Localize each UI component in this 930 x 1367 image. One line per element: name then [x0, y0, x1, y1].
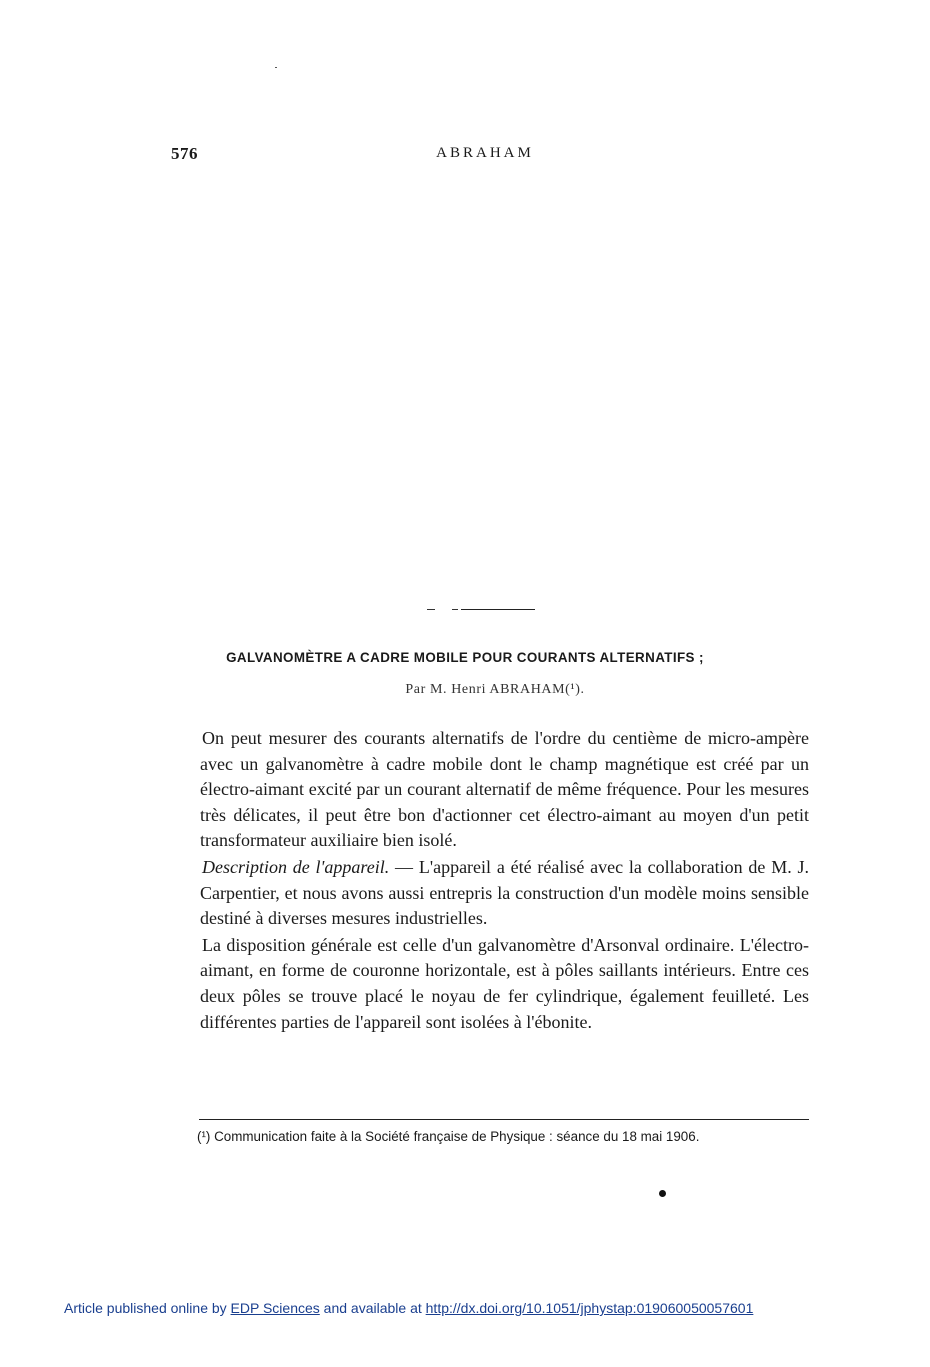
page-number: 576: [171, 144, 198, 163]
section-paragraph: L'appareil a été réalisé avec la collaboration de M. J. Carpentier, et nous avons aussi entrepris la construction d'un modèle moins sensible destiné à diverses mesures industrielles.: [200, 856, 810, 929]
footer-prefix: Article published online by: [64, 1300, 231, 1316]
article-title: GALVANOMÈTRE A CADRE MOBILE POUR COURANTS ALTERNATIFS ;: [226, 650, 704, 665]
rule-dash: [427, 609, 435, 610]
article-body: [200, 726, 809, 1036]
article-byline: Par M. Henri ABRAHAM(¹).: [405, 682, 585, 697]
section-dash: —: [389, 856, 419, 877]
scan-speck: [275, 67, 277, 68]
rule-line: [461, 609, 535, 610]
paragraph-intro: On peut mesurer des courants alternatifs de l'ordre du centième de micro-ampère avec un galvanomètre à cadre mobile dont le champ magnétique est créé par un électro-aimant excité par un courant alternatif de même fréquence. Pour les mesures très délicates, il peut être bon d'actionner cet électro-aimant au moyen d'un petit transformateur auxiliaire bien isolé.: [200, 728, 809, 851]
publisher-link[interactable]: EDP Sciences: [230, 1300, 320, 1316]
rule-dash: [452, 609, 458, 610]
footnote: (¹) Communication faite à la Société française de Physique : séance du 18 mai 1906.: [197, 1129, 700, 1144]
paragraph-description: [200, 855, 809, 932]
title-rule: [427, 609, 535, 610]
section-heading: Description de l'appareil.: [202, 856, 390, 877]
running-head: ABRAHAM: [436, 145, 534, 161]
footer-middle: and available at: [319, 1300, 426, 1316]
paragraph-disposition: La disposition générale est celle d'un galvanomètre d'Arsonval ordinaire. L'électro-aimant, en forme de couronne horizontale, est à pôles saillants intérieurs. Entre ces deux pôles se trouve placé le noyau de fer cylindrique, également feuilleté. Les différentes parties de l'appareil sont isolées à l'ébonite.: [200, 934, 809, 1032]
bullet-mark: [659, 1190, 666, 1197]
doi-link[interactable]: http://dx.doi.org/10.1051/jphystap:019060050057601: [425, 1300, 754, 1316]
publisher-footer: [64, 1300, 753, 1316]
footnote-rule: [199, 1119, 809, 1120]
